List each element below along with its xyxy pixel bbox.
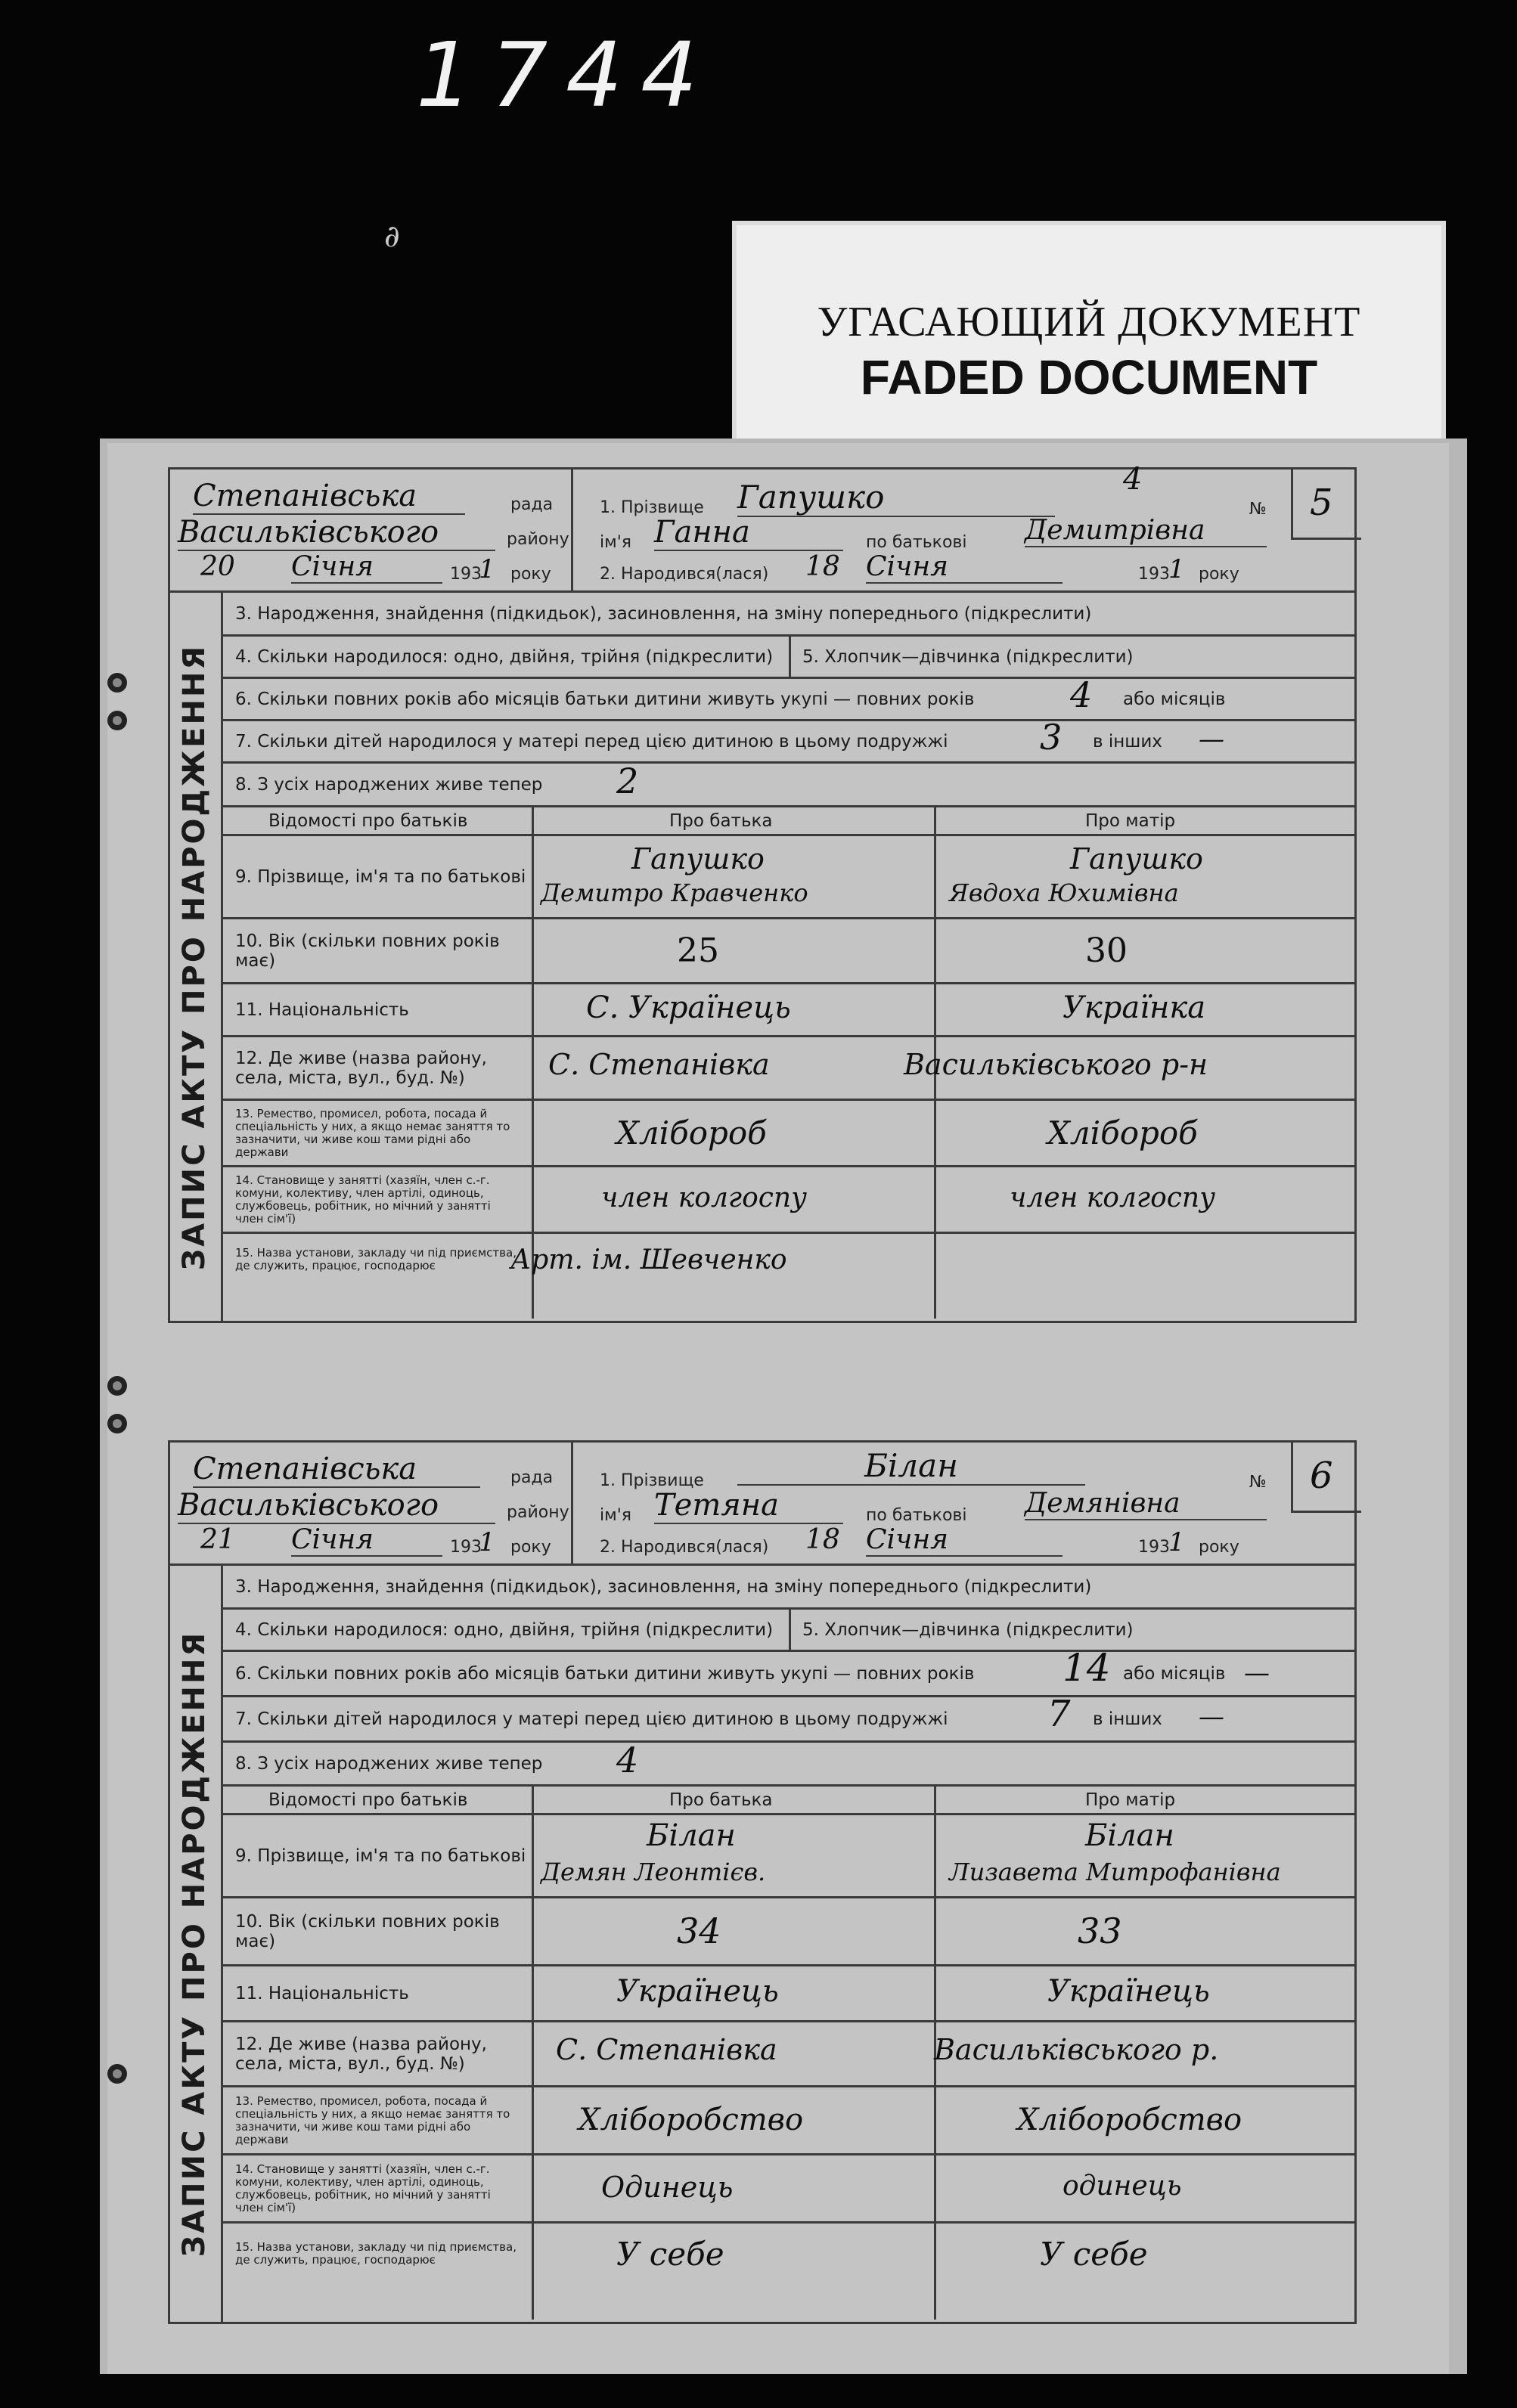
hw-patronymic: Демитрівна <box>1025 515 1267 547</box>
hw-surname: Гапушко <box>737 479 1055 517</box>
birth-record <box>168 462 1357 1323</box>
row-15 <box>223 1234 1354 1285</box>
label-born-year: 193 <box>1138 1538 1170 1557</box>
row-6 <box>223 674 1354 721</box>
registration-place <box>170 470 573 590</box>
binding-hole <box>107 673 127 693</box>
hw-father-status: Одинець <box>601 2171 734 2204</box>
hw-father-employer: У себе <box>616 2236 724 2273</box>
binding-hole <box>107 1414 127 1433</box>
col-info: Відомості про батьків <box>268 1790 468 1810</box>
hw-father-status: член колгоспу <box>601 1182 807 1213</box>
hw-name: Ганна <box>654 515 843 551</box>
hw-name: Тетяна <box>654 1488 843 1524</box>
row-7 <box>223 1693 1354 1743</box>
label-rik: року <box>510 1538 551 1557</box>
label-born-rik: року <box>1199 1538 1239 1557</box>
label-surname: 1. Прізвище <box>600 1471 704 1490</box>
label-born-rik: року <box>1199 565 1239 584</box>
hw-father-name: Демян Леонтієв. <box>541 1858 766 1886</box>
row-7 <box>223 717 1354 764</box>
row-3-label: 3. Народження, знайдення (підкидьок), засиновлення, на зміну попереднього (підкреслити) <box>235 1576 1092 1597</box>
label-year: 193 <box>450 1538 482 1557</box>
hw-rada: Степанівська <box>193 1452 480 1488</box>
side-title <box>168 593 223 1321</box>
record-header <box>168 462 1357 593</box>
col-info: Відомості про батьків <box>268 810 468 831</box>
hw-born-day: 18 <box>805 551 840 582</box>
col-father: Про батька <box>669 810 773 831</box>
hw-father-address: С. Степанівка <box>556 2033 777 2066</box>
hw-number: 6 <box>1310 1455 1333 1497</box>
hw-born-day: 18 <box>805 1524 840 1555</box>
archive-number: 1744 <box>416 23 716 127</box>
row-12-label: 12. Де живе (назва району, села, міста, вул., буд. №) <box>235 2034 487 2074</box>
label-rayon: району <box>507 1503 569 1522</box>
row-15-label: 15. Назва установи, закладу чи під приємства, де служить, працює, господарює <box>235 1246 517 1272</box>
col-father: Про батька <box>669 1790 773 1810</box>
row-6-months-label: або місяців <box>1123 1663 1226 1684</box>
row-11 <box>223 984 1354 1037</box>
row-13-label: 13. Ремество, промисел, робота, посада й спеціальність у них, а якщо немає заняття то зазначити, чи живе кош тами рідні або держави <box>235 2093 510 2146</box>
binding-hole <box>107 2064 127 2084</box>
hw-r7-other: — <box>1199 1702 1224 1732</box>
hw-mother-age: 30 <box>1085 931 1128 970</box>
label-year: 193 <box>450 565 482 584</box>
hw-mother-name: Лизавета Митрофанівна <box>949 1858 1281 1886</box>
col-mother: Про матір <box>1085 810 1176 831</box>
label-born: 2. Народився(лася) <box>600 565 769 584</box>
label-rada: рада <box>510 495 554 514</box>
row-6-label: 6. Скільки повних років або місяців батьки дитини живуть укупі — повних років <box>235 689 975 709</box>
hw-r7-other: — <box>1199 724 1224 755</box>
binding-hole <box>107 1376 127 1396</box>
hw-r7-here: 7 <box>1047 1693 1071 1735</box>
binding-hole <box>107 711 127 730</box>
hw-father-name: Демитро Кравченко <box>541 879 808 907</box>
row-8 <box>223 761 1354 807</box>
hw-father-age: 25 <box>677 931 719 970</box>
hw-r6-years: 14 <box>1063 1646 1111 1690</box>
row-13-label: 13. Ремество, промисел, робота, посада й спеціальність у них, а якщо немає заняття то зазначити, чи живе кош тами рідні або держави <box>235 1106 510 1159</box>
row-3 <box>223 1566 1354 1610</box>
label-en: FADED DOCUMENT <box>860 350 1318 404</box>
row-3-label: 3. Народження, знайдення (підкидьок), засиновлення, на зміну попереднього (підкреслити) <box>235 603 1092 624</box>
hw-year: 1 <box>479 554 495 584</box>
hw-born-month: Січня <box>866 1524 1063 1557</box>
hw-mother-nationality: Українець <box>1047 1974 1210 2009</box>
hw-father-surname: Гапушко <box>631 842 765 875</box>
row-9-label: 9. Прізвище, ім'я та по батькові <box>235 866 526 887</box>
child-identity <box>571 462 1274 590</box>
hw-mother-name: Явдоха Юхимівна <box>949 879 1179 907</box>
row-12-label: 12. Де живе (назва району, села, міста, вул., буд. №) <box>235 1048 487 1088</box>
parents-table <box>223 1787 1354 2320</box>
row-14-label: 14. Становище у занятті (хазяїн, член с.-г. комуни, колективу, член артілі, одиноць, службовець, робітник, но мічний у занятті член сім'ї) <box>235 2162 491 2214</box>
label-rada: рада <box>510 1468 554 1487</box>
record-rows <box>223 593 1354 1319</box>
hw-mother-address: Васильківського р-н <box>904 1048 1208 1081</box>
hw-year: 1 <box>479 1527 495 1557</box>
label-patronymic: по батькові <box>866 533 967 552</box>
row-10-label: 10. Вік (скільки повних років має) <box>235 931 500 971</box>
hw-mother-status: член колгоспу <box>1010 1182 1215 1213</box>
hw-rada: Степанівська <box>193 479 465 515</box>
hw-father-employer: Арт. ім. Шевченко <box>510 1244 787 1275</box>
record-header <box>168 1440 1357 1566</box>
hw-father-surname: Білан <box>647 1818 736 1853</box>
col-mother: Про матір <box>1085 1790 1176 1810</box>
row-11 <box>223 1966 1354 2022</box>
row-8-label: 8. З усіх народжених живе тепер <box>235 1753 543 1774</box>
parents-header <box>223 807 1354 836</box>
hw-r7-here: 3 <box>1040 717 1063 758</box>
row-10 <box>223 1898 1354 1966</box>
row-5-label: 5. Хлопчик—дівчинка (підкреслити) <box>802 646 1134 667</box>
hw-father-nationality: Українець <box>616 1974 779 2009</box>
hw-mother-surname: Гапушко <box>1070 842 1203 875</box>
hw-born-year: 1 <box>1168 554 1185 584</box>
row-8-label: 8. З усіх народжених живе тепер <box>235 774 543 795</box>
row-9 <box>223 1815 1354 1898</box>
label-rik: року <box>510 565 551 584</box>
row-12 <box>223 1037 1354 1101</box>
hw-born-month: Січня <box>866 551 1063 584</box>
row-7-label: 7. Скільки дітей народилося у матері перед цією дитиною в цьому подружжі <box>235 731 948 752</box>
label-no: № <box>1249 1473 1267 1492</box>
row-9 <box>223 836 1354 919</box>
row-7-other-label: в інших <box>1093 1709 1162 1729</box>
hw-father-address: С. Степанівка <box>548 1048 770 1081</box>
registration-place <box>170 1443 573 1563</box>
row-4-5 <box>223 1610 1354 1652</box>
hw-mother-status: одинець <box>1063 2171 1182 2202</box>
label-born-year: 193 <box>1138 565 1170 584</box>
hw-mother-surname: Білан <box>1085 1818 1174 1853</box>
hw-mother-address: Васильківського р. <box>934 2033 1219 2066</box>
hw-mother-age: 33 <box>1078 1911 1122 1951</box>
hw-r8: 4 <box>616 1740 639 1780</box>
hw-rayon: Васильківського <box>178 1488 495 1524</box>
side-title-text: ЗАПИС АКТУ ПРО НАРОДЖЕННЯ <box>177 643 212 1270</box>
row-14 <box>223 2155 1354 2224</box>
hw-r8: 2 <box>616 761 639 801</box>
hw-r6-years: 4 <box>1070 674 1093 715</box>
hw-mother-employer: У себе <box>1040 2236 1148 2273</box>
label-rayon: району <box>507 530 569 549</box>
row-5-label: 5. Хлопчик—дівчинка (підкреслити) <box>802 1619 1134 1640</box>
row-3 <box>223 593 1354 637</box>
row-7-label: 7. Скільки дітей народилося у матері перед цією дитиною в цьому подружжі <box>235 1709 948 1729</box>
hw-surname: Білан <box>737 1447 1085 1486</box>
hw-number: 5 <box>1310 482 1333 524</box>
row-13 <box>223 1101 1354 1167</box>
hw-rayon: Васильківського <box>178 515 495 551</box>
row-6 <box>223 1646 1354 1697</box>
label-patronymic: по батькові <box>866 1506 967 1525</box>
faded-document-label <box>732 221 1446 448</box>
row-11-label: 11. Національність <box>235 999 409 1020</box>
hw-day: 20 <box>200 551 235 582</box>
side-title-text: ЗАПИС АКТУ ПРО НАРОДЖЕННЯ <box>177 1630 212 2258</box>
label-name: ім'я <box>600 533 631 552</box>
hw-mother-occupation: Хлібороб <box>1047 1114 1198 1151</box>
row-9-label: 9. Прізвище, ім'я та по батькові <box>235 1846 526 1866</box>
parents-table <box>223 807 1354 1319</box>
row-4-label: 4. Скільки народилося: одно, двійня, трійня (підкреслити) <box>235 646 774 667</box>
row-11-label: 11. Національність <box>235 1983 409 2004</box>
record-body <box>168 593 1357 1323</box>
hw-father-occupation: Хлібороб <box>616 1114 767 1151</box>
row-10 <box>223 919 1354 984</box>
hw-mother-occupation: Хліборобство <box>1017 2103 1242 2137</box>
hw-r6-months: — <box>1244 1658 1270 1688</box>
row-6-label: 6. Скільки повних років або місяців батьки дитини живуть укупі — повних років <box>235 1663 975 1684</box>
row-13 <box>223 2087 1354 2155</box>
child-identity <box>571 1443 1274 1563</box>
side-title <box>168 1566 223 2322</box>
record-rows <box>223 1566 1354 2320</box>
hw-born-year: 1 <box>1168 1527 1185 1557</box>
birth-record <box>168 1440 1357 2324</box>
hw-patronymic: Демянівна <box>1025 1488 1267 1520</box>
label-ru: УГАСАЮЩИЙ ДОКУМЕНТ <box>817 299 1361 346</box>
hw-month: Січня <box>291 551 442 584</box>
row-4-5 <box>223 637 1354 679</box>
hw-father-nationality: С. Українець <box>586 990 791 1025</box>
row-6-months-label: або місяців <box>1123 689 1226 709</box>
hw-month: Січня <box>291 1524 442 1557</box>
record-body <box>168 1566 1357 2324</box>
hw-mother-nationality: Українка <box>1063 990 1206 1025</box>
row-4-label: 4. Скільки народилося: одно, двійня, трійня (підкреслити) <box>235 1619 774 1640</box>
row-7-other-label: в інших <box>1093 731 1162 752</box>
row-12 <box>223 2022 1354 2087</box>
row-14 <box>223 1167 1354 1234</box>
record-number <box>1249 1443 1361 1513</box>
row-15 <box>223 2224 1354 2284</box>
label-surname: 1. Прізвище <box>600 498 704 517</box>
label-no: № <box>1249 500 1267 519</box>
row-10-label: 10. Вік (скільки повних років має) <box>235 1911 500 1951</box>
ink-mark: ∂ <box>384 219 400 254</box>
row-8 <box>223 1740 1354 1787</box>
hw-father-age: 34 <box>677 1911 721 1951</box>
record-number <box>1249 470 1361 540</box>
row-14-label: 14. Становище у занятті (хазяїн, член с.-г. комуни, колективу, член артілі, одиноць, службовець, робітник, но мічний у занятті член сім'ї) <box>235 1173 491 1226</box>
label-name: ім'я <box>600 1506 631 1525</box>
hw-day: 21 <box>200 1524 235 1555</box>
parents-header <box>223 1787 1354 1815</box>
label-born: 2. Народився(лася) <box>600 1538 769 1557</box>
row-15-label: 15. Назва установи, закладу чи під приємства, де служить, працює, господарює <box>235 2240 517 2267</box>
hw-father-occupation: Хліборобство <box>579 2103 804 2137</box>
hw-top-note: 4 <box>1123 462 1143 497</box>
